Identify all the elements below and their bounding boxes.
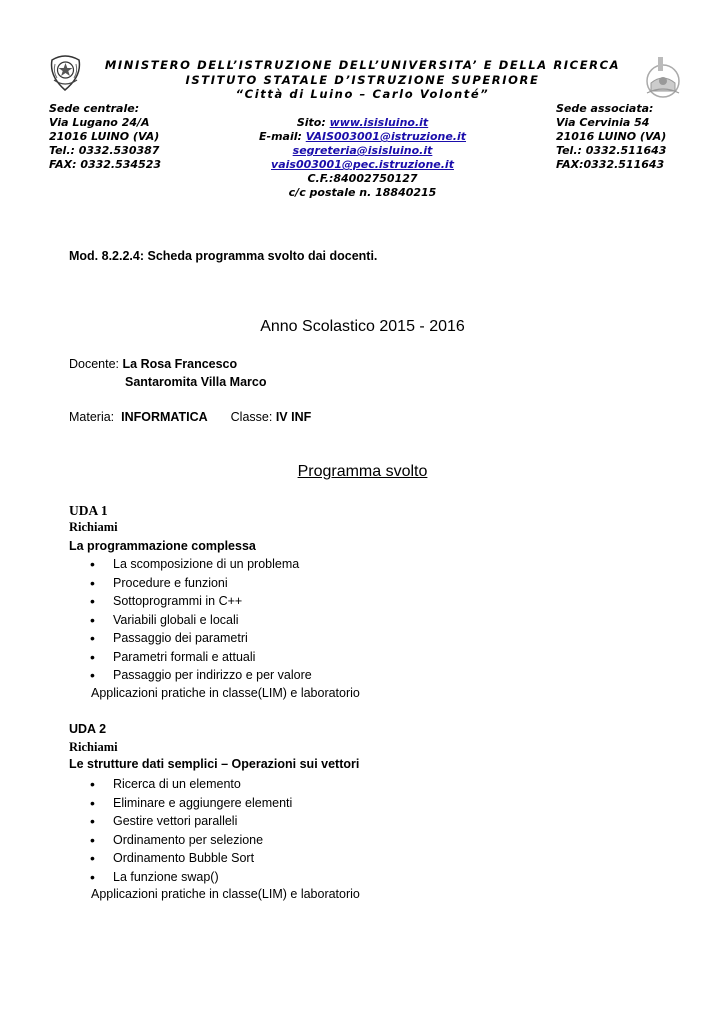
- school-year-title: Anno Scolastico 2015 - 2016: [260, 318, 465, 335]
- ministry-line: MINISTERO DELL’ISTRUZIONE DELL’UNIVERSITA’ E DELLA RICERCA: [104, 58, 621, 72]
- associated-site-fax: FAX:0332.511643: [556, 158, 665, 171]
- fiscal-code: C.F.:84002750127: [307, 172, 418, 185]
- class-value: IV INF: [275, 410, 312, 424]
- subject-label: Materia:: [69, 410, 115, 424]
- uda1-list: [90, 555, 312, 685]
- list-item: • Parametri formali e attuali: [90, 648, 312, 667]
- uda1-subtitle: Richiami: [69, 520, 118, 534]
- list-item: • Procedure e funzioni: [90, 574, 312, 593]
- website-link[interactable]: www.isisluino.it: [329, 116, 429, 129]
- associated-site-info: [556, 102, 666, 172]
- teacher-name-1: La Rosa Francesco: [122, 357, 238, 371]
- associated-site-address: Via Cervinia 54: [556, 116, 650, 129]
- program-title: Programma svolto: [297, 463, 428, 480]
- list-item: • Passaggio dei parametri: [90, 629, 312, 648]
- list-item: • Ordinamento Bubble Sort: [90, 849, 292, 868]
- teacher-label: Docente:: [69, 357, 120, 371]
- list-item: • Eliminare e aggiungere elementi: [90, 794, 292, 813]
- institute-line: ISTITUTO STATALE D’ISTRUZIONE SUPERIORE: [185, 73, 540, 87]
- segreteria-line: [180, 144, 545, 158]
- main-site-city: 21016 LUINO (VA): [49, 130, 160, 143]
- list-item: • La scomposizione di un problema: [90, 555, 312, 574]
- pec-line: [180, 158, 545, 172]
- associated-site-city: 21016 LUINO (VA): [556, 130, 667, 143]
- uda2-title: UDA 2: [69, 722, 107, 736]
- main-site-address: Via Lugano 24/A: [49, 116, 150, 129]
- main-site-title: Sede centrale:: [49, 102, 140, 115]
- website-label: Sito:: [296, 116, 326, 129]
- uda2-note: Applicazioni pratiche in classe(LIM) e laboratorio: [91, 887, 360, 901]
- email-line: [180, 130, 545, 144]
- list-item: • Passaggio per indirizzo e per valore: [90, 666, 312, 685]
- uda1-topic: La programmazione complessa: [69, 539, 256, 553]
- postal-account: c/c postale n. 18840215: [288, 186, 437, 199]
- teacher-line: [69, 357, 237, 371]
- list-item: • La funzione swap(): [90, 868, 292, 887]
- uda2-topic: Le strutture dati semplici – Operazioni sui vettori: [69, 757, 360, 771]
- associated-site-tel: Tel.: 0332.511643: [556, 144, 667, 157]
- main-site-fax: FAX: 0332.534523: [49, 158, 162, 171]
- pec-link[interactable]: vais003001@pec.istruzione.it: [271, 158, 454, 171]
- list-item: • Ricerca di un elemento: [90, 775, 292, 794]
- subject-value: INFORMATICA: [121, 410, 208, 424]
- list-item: • Variabili globali e locali: [90, 611, 312, 630]
- uda1-note: Applicazioni pratiche in classe(LIM) e laboratorio: [91, 686, 360, 700]
- associated-site-title: Sede associata:: [556, 102, 654, 115]
- segreteria-link[interactable]: segreteria@isisluino.it: [292, 144, 433, 157]
- website-line: [180, 116, 545, 130]
- uda1-title: UDA 1: [69, 503, 108, 518]
- uda2-list: [90, 775, 292, 886]
- email-link[interactable]: VAIS003001@istruzione.it: [305, 130, 467, 143]
- list-item: • Sottoprogrammi in C++: [90, 592, 312, 611]
- class-label: Classe:: [230, 410, 273, 424]
- list-item: • Gestire vettori paralleli: [90, 812, 292, 831]
- form-code-line: Mod. 8.2.2.4: Scheda programma svolto dai docenti.: [69, 249, 378, 263]
- teacher-name-2: Santaromita Villa Marco: [125, 375, 267, 389]
- school-logo-icon: [643, 53, 683, 99]
- main-site-tel: Tel.: 0332.530387: [49, 144, 160, 157]
- email-label: E-mail:: [258, 130, 302, 143]
- contact-info: [180, 116, 545, 200]
- school-name-line: “Città di Luino – Carlo Volonté”: [235, 87, 490, 101]
- subject-line: [69, 410, 311, 424]
- list-item: • Ordinamento per selezione: [90, 831, 292, 850]
- uda2-subtitle: Richiami: [69, 740, 118, 754]
- main-site-info: [49, 102, 161, 172]
